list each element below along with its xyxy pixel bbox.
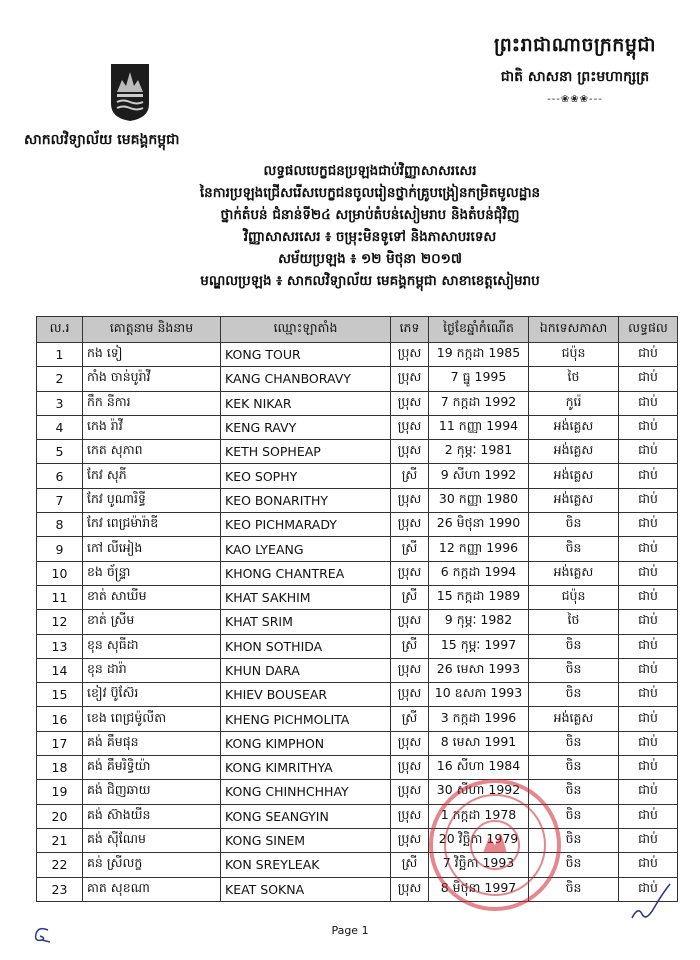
cell-dob: 3 កក្កដា 1996 [429, 707, 529, 731]
cell-dob: 8 មិថុនា 1997 [429, 877, 529, 901]
cell-language: ចិន [529, 828, 619, 852]
cell-khmer-name: ខុន ដារ៉ា [83, 658, 221, 682]
cell-no: 14 [37, 658, 83, 682]
cell-sex: ប្រុស [391, 756, 429, 780]
cell-sex: ប្រុស [391, 731, 429, 755]
cell-result: ជាប់ [619, 391, 678, 415]
cell-language: ចិន [529, 804, 619, 828]
table-row [37, 585, 678, 609]
ornament-divider: ---❀❀❀--- [547, 94, 603, 105]
cell-sex: ប្រុស [391, 683, 429, 707]
table-row [37, 610, 678, 634]
cell-latin-name: KEK NIKAR [221, 391, 391, 415]
document-titles [110, 160, 630, 292]
cell-khmer-name: កែវ បូណារិទ្ធី [83, 488, 221, 512]
signature-mark [628, 880, 674, 926]
cell-no: 5 [37, 440, 83, 464]
cell-language: ចិន [529, 683, 619, 707]
header-language: ឯកទេសភាសា [529, 317, 619, 343]
title-line: នៃការប្រឡងជ្រើសរើសបេក្ខជនចូលរៀនថ្នាក់គ្រូបង្រៀនកម្រិតមូលដ្ឋាន [199, 185, 541, 201]
cell-latin-name: KETH SOPHEAP [221, 440, 391, 464]
table-row [37, 731, 678, 755]
cell-language: ចិន [529, 658, 619, 682]
cell-language: ចិន [529, 877, 619, 901]
cell-khmer-name: ខាត់ ស្រីម [83, 610, 221, 634]
cell-khmer-name: គង់ ស៊ីណែម [83, 828, 221, 852]
table-row [37, 756, 678, 780]
cell-dob: 15 កុម្ភៈ 1997 [429, 634, 529, 658]
cell-sex: ប្រុស [391, 440, 429, 464]
cell-language: អង់គ្លេស [529, 464, 619, 488]
cell-no: 13 [37, 634, 83, 658]
cell-no: 20 [37, 804, 83, 828]
cell-latin-name: KAO LYEANG [221, 537, 391, 561]
cell-dob: 2 កុម្ភៈ 1981 [429, 440, 529, 464]
table-row [37, 853, 678, 877]
cell-result: ជាប់ [619, 537, 678, 561]
cell-latin-name: KANG CHANBORAVY [221, 367, 391, 391]
cell-no: 22 [37, 853, 83, 877]
cell-result: ជាប់ [619, 513, 678, 537]
cell-latin-name: KEAT SOKNA [221, 877, 391, 901]
cell-language: ថៃ [529, 610, 619, 634]
cell-language: ចិន [529, 853, 619, 877]
cell-language: អង់គ្លេស [529, 488, 619, 512]
cell-language: ចិន [529, 537, 619, 561]
cell-latin-name: KONG SINEM [221, 828, 391, 852]
cell-khmer-name: កែវ សុភី [83, 464, 221, 488]
cell-sex: ប្រុស [391, 561, 429, 585]
cell-khmer-name: កេត សុភាព [83, 440, 221, 464]
cell-khmer-name: គង់ ស៊ាងយីន [83, 804, 221, 828]
cell-result: ជាប់ [619, 683, 678, 707]
cell-result: ជាប់ [619, 853, 678, 877]
cell-latin-name: KEO PICHMARADY [221, 513, 391, 537]
cell-khmer-name: កែវ ពេជ្រម៉ារ៉ាឌី [83, 513, 221, 537]
cell-dob: 11 កញ្ញា 1994 [429, 415, 529, 439]
cell-dob: 8 មេសា 1991 [429, 731, 529, 755]
header-result: លទ្ធផល [619, 317, 678, 343]
cell-no: 3 [37, 391, 83, 415]
cell-dob: 19 កក្កដា 1985 [429, 343, 529, 367]
cell-no: 11 [37, 585, 83, 609]
cell-dob: 9 កុម្ភៈ 1982 [429, 610, 529, 634]
national-motto: ជាតិ សាសនា ព្រះមហាក្សត្រ [500, 69, 650, 85]
cell-language: ចិន [529, 780, 619, 804]
cell-result: ជាប់ [619, 780, 678, 804]
cell-latin-name: KEO SOPHY [221, 464, 391, 488]
table-row [37, 707, 678, 731]
cell-no: 12 [37, 610, 83, 634]
table-row [37, 488, 678, 512]
table-row [37, 464, 678, 488]
cell-latin-name: KHAT SRIM [221, 610, 391, 634]
table-header-row [37, 317, 678, 343]
cell-no: 19 [37, 780, 83, 804]
cell-no: 16 [37, 707, 83, 731]
cell-no: 17 [37, 731, 83, 755]
table-row [37, 780, 678, 804]
cell-language: ជប៉ុន [529, 585, 619, 609]
cell-latin-name: KHONG CHANTREA [221, 561, 391, 585]
cell-dob: 6 កក្កដា 1994 [429, 561, 529, 585]
cell-no: 9 [37, 537, 83, 561]
cell-result: ជាប់ [619, 561, 678, 585]
cell-result: ជាប់ [619, 415, 678, 439]
cell-result: ជាប់ [619, 464, 678, 488]
cell-dob: 26 មេសា 1993 [429, 658, 529, 682]
cell-dob: 12 កញ្ញា 1996 [429, 537, 529, 561]
cell-result: ជាប់ [619, 634, 678, 658]
cell-dob: 16 សីហា 1984 [429, 756, 529, 780]
cell-khmer-name: ខាត់ សាឃីម [83, 585, 221, 609]
title-line: លទ្ធផលបេក្ខជនប្រឡងជាប់វិញ្ញាសាសរសេរ [263, 163, 477, 179]
table-row [37, 561, 678, 585]
cell-khmer-name: គន់ ស្រីលក្ខ [83, 853, 221, 877]
cell-latin-name: KONG KIMPHON [221, 731, 391, 755]
table-row [37, 513, 678, 537]
cell-no: 23 [37, 877, 83, 901]
results-table [36, 316, 678, 902]
cell-sex: ប្រុស [391, 610, 429, 634]
cell-latin-name: KHUN DARA [221, 658, 391, 682]
cell-language: អង់គ្លេស [529, 415, 619, 439]
header-dob: ថ្ងៃខែឆ្នាំកំណើត [429, 317, 529, 343]
cell-khmer-name: កៅ លីអៀង [83, 537, 221, 561]
cell-sex: ស្រី [391, 707, 429, 731]
table-row [37, 658, 678, 682]
cell-no: 6 [37, 464, 83, 488]
table-row [37, 367, 678, 391]
cell-dob: 30 កញ្ញា 1980 [429, 488, 529, 512]
cell-result: ជាប់ [619, 440, 678, 464]
cell-result: ជាប់ [619, 877, 678, 901]
cell-sex: ស្រី [391, 585, 429, 609]
cell-latin-name: KHAT SAKHIM [221, 585, 391, 609]
cell-khmer-name: ខង ច័ន្ទ្រា [83, 561, 221, 585]
cell-no: 10 [37, 561, 83, 585]
cell-sex: ប្រុស [391, 415, 429, 439]
cell-sex: ប្រុស [391, 780, 429, 804]
title-line: សម័យប្រឡង ៖ ១២ មិថុនា ២០១៧ [278, 251, 462, 267]
cell-sex: ស្រី [391, 634, 429, 658]
cell-language: កូរ៉េ [529, 391, 619, 415]
cell-dob: 10 ឧសភា 1993 [429, 683, 529, 707]
cell-language: ចិន [529, 756, 619, 780]
title-line: វិញ្ញាសាសរសេរ ៖ ចម្រុះមិនទូទៅ និងភាសាបរទេស [243, 229, 497, 245]
cell-language: ចិន [529, 634, 619, 658]
table-row [37, 537, 678, 561]
cell-sex: ប្រុស [391, 513, 429, 537]
cell-dob: 30 សីហា 1992 [429, 780, 529, 804]
cell-sex: ប្រុស [391, 367, 429, 391]
cell-sex: ស្រី [391, 464, 429, 488]
university-name: សាកលវិទ្យាល័យ មេគង្គកម្ពុជា [24, 132, 180, 148]
header-no: ល.រ [37, 317, 83, 343]
cell-khmer-name: កាំង ចាន់បូរ៉ាវី [83, 367, 221, 391]
cell-sex: ប្រុស [391, 828, 429, 852]
cell-result: ជាប់ [619, 367, 678, 391]
cell-latin-name: KON SREYLEAK [221, 853, 391, 877]
table-row [37, 391, 678, 415]
cell-khmer-name: ខុន សុធីដា [83, 634, 221, 658]
kingdom-header [480, 33, 670, 105]
cell-result: ជាប់ [619, 488, 678, 512]
initials-mark [30, 926, 52, 944]
cell-khmer-name: ខេង ពេជ្រម៉ូលីតា [83, 707, 221, 731]
cell-sex: ប្រុស [391, 804, 429, 828]
cell-result: ជាប់ [619, 658, 678, 682]
official-seal [425, 775, 565, 915]
cell-dob: 9 សីហា 1992 [429, 464, 529, 488]
cell-result: ជាប់ [619, 828, 678, 852]
cell-dob: 26 មិថុនា 1990 [429, 513, 529, 537]
cell-dob: 1 កក្កដា 1978 [429, 804, 529, 828]
cell-latin-name: KONG CHINHCHHAY [221, 780, 391, 804]
cell-sex: ប្រុស [391, 877, 429, 901]
header-latin-name: ឈ្មោះឡាតាំង [221, 317, 391, 343]
cell-khmer-name: គង់ ជិញឆាយ [83, 780, 221, 804]
cell-no: 2 [37, 367, 83, 391]
cell-no: 15 [37, 683, 83, 707]
cell-latin-name: KHENG PICHMOLITA [221, 707, 391, 731]
cell-latin-name: KENG RAVY [221, 415, 391, 439]
table-row [37, 683, 678, 707]
cell-khmer-name: គង់ គឹមរិទ្ធិយ៉ា [83, 756, 221, 780]
cell-latin-name: KONG SEANGYIN [221, 804, 391, 828]
cell-language: ចិន [529, 513, 619, 537]
cell-dob: 20 វិច្ឆិកា 1979 [429, 828, 529, 852]
cell-language: អង់គ្លេស [529, 440, 619, 464]
title-line: មណ្ឌលប្រឡង ៖ សាកលវិទ្យាល័យ មេគង្គកម្ពុជា សាខាខេត្តសៀមរាប [200, 273, 540, 289]
cell-result: ជាប់ [619, 731, 678, 755]
cell-dob: 7 កក្កដា 1992 [429, 391, 529, 415]
cell-khmer-name: កង ទៀ [83, 343, 221, 367]
table-row [37, 415, 678, 439]
table-row [37, 440, 678, 464]
kingdom-title: ព្រះរាជាណាចក្រកម្ពុជា [494, 34, 656, 56]
cell-no: 21 [37, 828, 83, 852]
cell-sex: ប្រុស [391, 391, 429, 415]
cell-no: 7 [37, 488, 83, 512]
table-row [37, 343, 678, 367]
cell-khmer-name: គង់ គឹមផុន [83, 731, 221, 755]
cell-result: ជាប់ [619, 343, 678, 367]
cell-no: 1 [37, 343, 83, 367]
cell-sex: ស្រី [391, 537, 429, 561]
cell-sex: ប្រុស [391, 343, 429, 367]
cell-language: អង់គ្លេស [529, 561, 619, 585]
cell-latin-name: KEO BONARITHY [221, 488, 391, 512]
table-row [37, 828, 678, 852]
cell-language: ថៃ [529, 367, 619, 391]
cell-language: ជប៉ុន [529, 343, 619, 367]
cell-latin-name: KONG KIMRITHYA [221, 756, 391, 780]
cell-dob: 7 វិច្ឆិកា 1993 [429, 853, 529, 877]
header-khmer-name: គោត្តនាម និងនាម [83, 317, 221, 343]
university-logo [109, 62, 151, 122]
header-sex: ភេទ [391, 317, 429, 343]
cell-khmer-name: គាត សុខណា [83, 877, 221, 901]
cell-khmer-name: កេង រ៉ាវី [83, 415, 221, 439]
cell-latin-name: KHIEV BOUSEAR [221, 683, 391, 707]
cell-no: 18 [37, 756, 83, 780]
cell-result: ជាប់ [619, 585, 678, 609]
cell-khmer-name: កឹក នីការ [83, 391, 221, 415]
cell-no: 8 [37, 513, 83, 537]
cell-result: ជាប់ [619, 804, 678, 828]
cell-result: ជាប់ [619, 610, 678, 634]
cell-language: អង់គ្លេស [529, 707, 619, 731]
cell-result: ជាប់ [619, 707, 678, 731]
table-row [37, 634, 678, 658]
table-row [37, 804, 678, 828]
cell-no: 4 [37, 415, 83, 439]
cell-sex: ប្រុស [391, 488, 429, 512]
cell-dob: 7 ធ្នូ 1995 [429, 367, 529, 391]
table-row [37, 877, 678, 901]
cell-khmer-name: ខៀវ ប៊ូស៊ែរ [83, 683, 221, 707]
cell-sex: ស្រី [391, 853, 429, 877]
page-number: Page 1 [331, 924, 369, 937]
cell-language: ចិន [529, 731, 619, 755]
cell-latin-name: KONG TOUR [221, 343, 391, 367]
cell-latin-name: KHON SOTHIDA [221, 634, 391, 658]
cell-sex: ប្រុស [391, 658, 429, 682]
title-line: ថ្នាក់តំបន់ ជំនាន់ទី២៤ សម្រាប់តំបន់សៀមរាប និងតំបន់ជុំវិញ [220, 207, 520, 223]
cell-dob: 15 កក្កដា 1989 [429, 585, 529, 609]
cell-result: ជាប់ [619, 756, 678, 780]
